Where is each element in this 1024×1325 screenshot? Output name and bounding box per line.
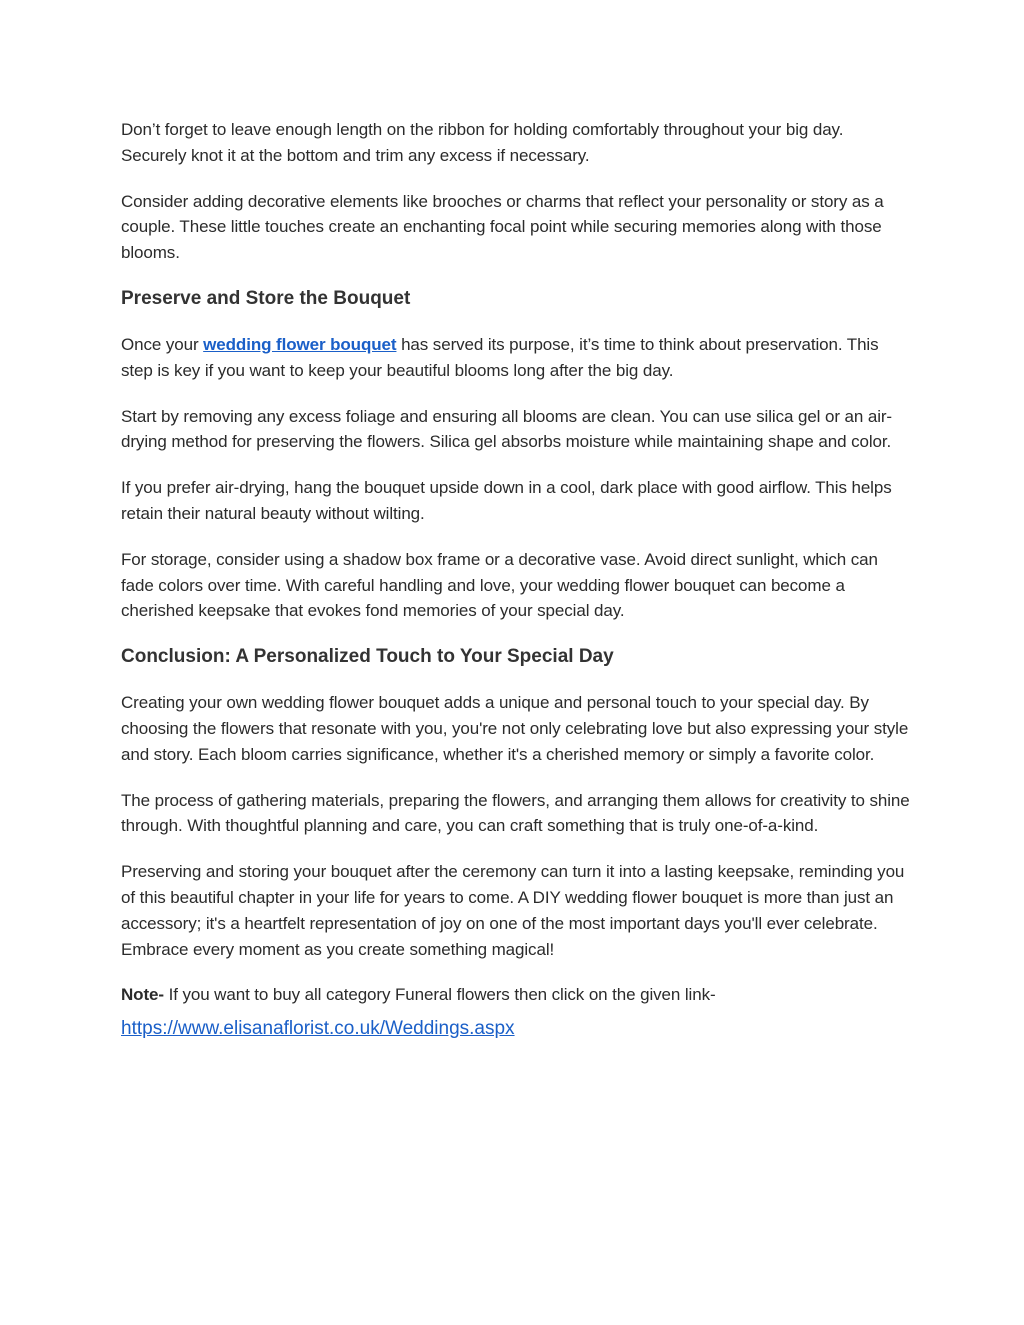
note-label: Note-	[121, 985, 164, 1005]
paragraph-text: has served its purpose, it’s time to think about preservation. This step is key if you want to keep your beautiful blooms long after the big day.	[121, 334, 879, 380]
paragraph-text: Once your	[121, 334, 204, 354]
paragraph-decorative: Consider adding decorative elements like brooches or charms that reflect your personality or story as a couple. These little touches create an enchanting focal point while securing memories along with those blooms.	[121, 191, 884, 263]
document-page	[121, 117, 911, 1042]
paragraph-conclusion-2: The process of gathering materials, preparing the flowers, and arranging them allows for creativity to shine through. With thoughtful planning and care, you can craft something that is truly one-of-a-kind.	[121, 790, 910, 836]
paragraph-conclusion-1: Creating your own wedding flower bouquet adds a unique and personal touch to your special day. By choosing the flowers that resonate with you, you're not only celebrating love but also expressing your style and story. Each bloom carries significance, whether it's a cherished memory or simply a favorite color.	[121, 693, 909, 764]
florist-url-link[interactable]: https://www.elisanaflorist.co.uk/Weddings.aspx	[121, 1018, 515, 1040]
note-text: If you want to buy all category Funeral flowers then click on the given link-	[163, 985, 716, 1005]
paragraph-air-drying: If you prefer air-drying, hang the bouquet upside down in a cool, dark place with good airflow. This helps retain their natural beauty without wilting.	[121, 478, 892, 523]
wedding-bouquet-link[interactable]: wedding flower bouquet	[203, 334, 397, 354]
note-paragraph	[121, 982, 911, 1008]
heading-conclusion: Conclusion: A Personalized Touch to Your Special Day	[121, 646, 614, 668]
paragraph-conclusion-3: Preserving and storing your bouquet after the ceremony can turn it into a lasting keepsake, reminding you of this beautiful chapter in your life for years to come. A DIY wedding flower bouquet is more than just an accessory; it's a heartfelt representation of joy on one of the most important days you'll ever celebrate. Embrace every moment as you create something magical!	[121, 862, 905, 959]
paragraph-storage: For storage, consider using a shadow box frame or a decorative vase. Avoid direct sunlight, which can fade colors over time. With careful handling and love, your wedding flower bouquet can become a cherished keepsake that evokes fond memories of your special day.	[121, 549, 878, 621]
heading-preserve: Preserve and Store the Bouquet	[121, 287, 411, 309]
paragraph-silica: Start by removing any excess foliage and ensuring all blooms are clean. You can use silica gel or an air-drying method for preserving the flowers. Silica gel absorbs moisture while maintaining shape and color.	[121, 406, 892, 452]
paragraph-ribbon: Don’t forget to leave enough length on the ribbon for holding comfortably throughout your big day. Securely knot it at the bottom and trim any excess if necessary.	[121, 120, 844, 165]
paragraph-preservation-intro	[121, 332, 911, 384]
